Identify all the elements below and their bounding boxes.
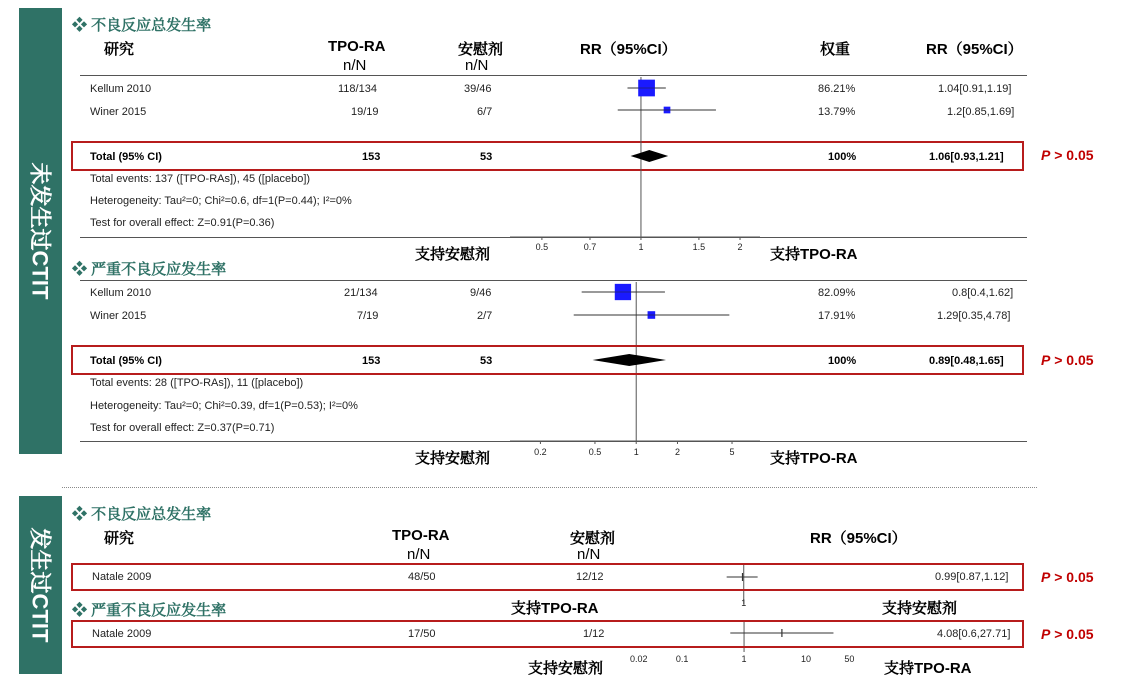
s2-row2-weight: 17.91% [818, 310, 856, 322]
col-weight: 权重 [820, 41, 851, 58]
s4-p-value: P > 0.05 [1041, 626, 1094, 642]
col-tpo: TPO-RA [328, 38, 386, 55]
s2-row1-rr: 0.8[0.4,1.62] [952, 287, 1014, 299]
sidebar-no-ctit-label: 未发生过CTIT [27, 162, 52, 300]
col-study: 研究 [104, 41, 135, 58]
col-placebo-b: 安慰剂 [570, 530, 616, 547]
s2-row1-study: Kellum 2010 [90, 287, 152, 299]
s3-row-study: Natale 2009 [92, 571, 152, 583]
s1-row1-weight: 86.21% [818, 83, 856, 95]
s4-favor-right: 支持TPO-RA [884, 660, 972, 677]
s1-row2-tpo: 19/19 [351, 106, 379, 118]
col-placebo: 安慰剂 [458, 41, 504, 58]
section-title-s2: ❖ 严重不良反应发生率 [72, 261, 227, 278]
x-tick-label-4-4: 50 [844, 654, 855, 664]
x-tick-label-2-2: 1 [633, 447, 639, 457]
x-tick-label-4-0: 0.02 [629, 654, 648, 664]
col-tpo-nn-b: n/N [407, 546, 431, 563]
s1-row2-rr: 1.2[0.85,1.69] [947, 106, 1015, 118]
col-rr-ci-2: RR（95%CI） [926, 41, 1023, 58]
s2-total-tpo: 153 [362, 355, 381, 367]
s1-note-heterogeneity: Heterogeneity: Tau²=0; Chi²=0.6, df=1(P=0.44); I²=0% [90, 195, 352, 207]
s1-row2-placebo: 6/7 [477, 106, 493, 118]
s3-row-highlight [71, 563, 1024, 591]
s2-bottom-rule [80, 441, 1027, 442]
x-tick-label-4-1: 0.1 [675, 654, 689, 664]
s1-total-placebo: 53 [480, 151, 493, 163]
x-tick-label-1-0: 0.5 [535, 242, 549, 252]
s3-favor-right: 支持安慰剂 [882, 600, 958, 617]
s1-favor-left: 支持安慰剂 [415, 246, 491, 263]
s3-row-rr: 0.99[0.87,1.12] [935, 571, 1009, 583]
s2-note-heterogeneity: Heterogeneity: Tau²=0; Chi²=0.39, df=1(P=0.53); I²=0% [90, 400, 358, 412]
col-study-b: 研究 [104, 530, 135, 547]
col-rr-ci: RR（95%CI） [580, 41, 677, 58]
x-tick-label-1-4: 2 [737, 242, 743, 252]
col-tpo-nn: n/N [343, 57, 367, 74]
s4-row-placebo: 1/12 [583, 628, 605, 640]
header-rule-s2 [80, 280, 1027, 281]
s2-row2-tpo: 7/19 [357, 310, 379, 322]
x-tick-label-1-1: 0.7 [583, 242, 597, 252]
s3-favor-left: 支持TPO-RA [511, 600, 599, 617]
col-rr-ci-b: RR（95%CI） [810, 530, 907, 547]
col-placebo-nn: n/N [465, 57, 489, 74]
s1-note-events: Total events: 137 ([TPO-RAs]), 45 ([placebo]) [90, 173, 311, 185]
s2-row1-placebo: 9/46 [470, 287, 492, 299]
x-tick-label-1-2: 1 [638, 242, 644, 252]
s1-total-tpo: 153 [362, 151, 381, 163]
s1-p-value: P > 0.05 [1041, 147, 1094, 163]
x-tick-label-2-3: 2 [674, 447, 680, 457]
x-tick-label-2-4: 5 [729, 447, 735, 457]
s1-row1-rr: 1.04[0.91,1.19] [938, 83, 1012, 95]
s3-row-tpo: 48/50 [408, 571, 436, 583]
pooled-diamond-1 [631, 150, 669, 162]
s2-favor-right: 支持TPO-RA [770, 450, 858, 467]
s2-row2-placebo: 2/7 [477, 310, 493, 322]
s1-row2-weight: 13.79% [818, 106, 856, 118]
s1-total-label: Total (95% CI) [90, 151, 162, 163]
s1-row1-study: Kellum 2010 [90, 83, 152, 95]
s4-row-highlight [71, 620, 1024, 648]
s4-row-tpo: 17/50 [408, 628, 436, 640]
s1-row1-placebo: 39/46 [464, 83, 492, 95]
s2-total-placebo: 53 [480, 355, 493, 367]
s2-note-overall: Test for overall effect: Z=0.37(P=0.71) [90, 422, 275, 434]
s2-total-weight: 100% [828, 355, 857, 367]
col-tpo-b: TPO-RA [392, 527, 450, 544]
s4-row-study: Natale 2009 [92, 628, 152, 640]
section-title-s1: ❖ 不良反应总发生率 [72, 17, 212, 34]
x-tick-label-3-0: 1 [741, 598, 747, 608]
x-tick-label-4-2: 1 [741, 654, 747, 664]
x-tick-label-1-3: 1.5 [692, 242, 706, 252]
s2-row2-study: Winer 2015 [90, 310, 147, 322]
s3-p-value: P > 0.05 [1041, 569, 1094, 585]
x-tick-label-2-0: 0.2 [534, 447, 547, 457]
s2-favor-left: 支持安慰剂 [415, 450, 491, 467]
s1-favor-right: 支持TPO-RA [770, 246, 858, 263]
s2-row1-weight: 82.09% [818, 287, 856, 299]
s2-total-highlight [71, 345, 1024, 375]
s3-row-placebo: 12/12 [576, 571, 604, 583]
s2-note-events: Total events: 28 ([TPO-RAs]), 11 ([placebo]) [90, 377, 304, 389]
s1-total-weight: 100% [828, 151, 857, 163]
s2-total-rr: 0.89[0.48,1.65] [929, 355, 1004, 367]
s2-row1-tpo: 21/134 [344, 287, 378, 299]
s1-total-rr: 1.06[0.93,1.21] [929, 151, 1004, 163]
x-tick-label-4-3: 10 [801, 654, 812, 664]
s1-row2-study: Winer 2015 [90, 106, 147, 118]
s1-row1-tpo: 118/134 [338, 83, 377, 95]
x-tick-label-2-1: 0.5 [588, 447, 602, 457]
s2-p-value: P > 0.05 [1041, 352, 1094, 368]
sidebar-ctit-label: 发生过CTIT [27, 527, 52, 643]
s4-row-rr: 4.08[0.6,27.71] [937, 628, 1011, 640]
s1-note-overall: Test for overall effect: Z=0.91(P=0.36) [90, 217, 275, 229]
s2-total-label: Total (95% CI) [90, 355, 162, 367]
section-title-s3: ❖ 不良反应总发生率 [72, 506, 212, 523]
s4-favor-left: 支持安慰剂 [528, 660, 604, 677]
section-title-s4: ❖ 严重不良反应发生率 [72, 602, 227, 619]
s2-row2-rr: 1.29[0.35,4.78] [937, 310, 1011, 322]
col-placebo-nn-b: n/N [577, 546, 601, 563]
section-divider [62, 487, 1037, 488]
